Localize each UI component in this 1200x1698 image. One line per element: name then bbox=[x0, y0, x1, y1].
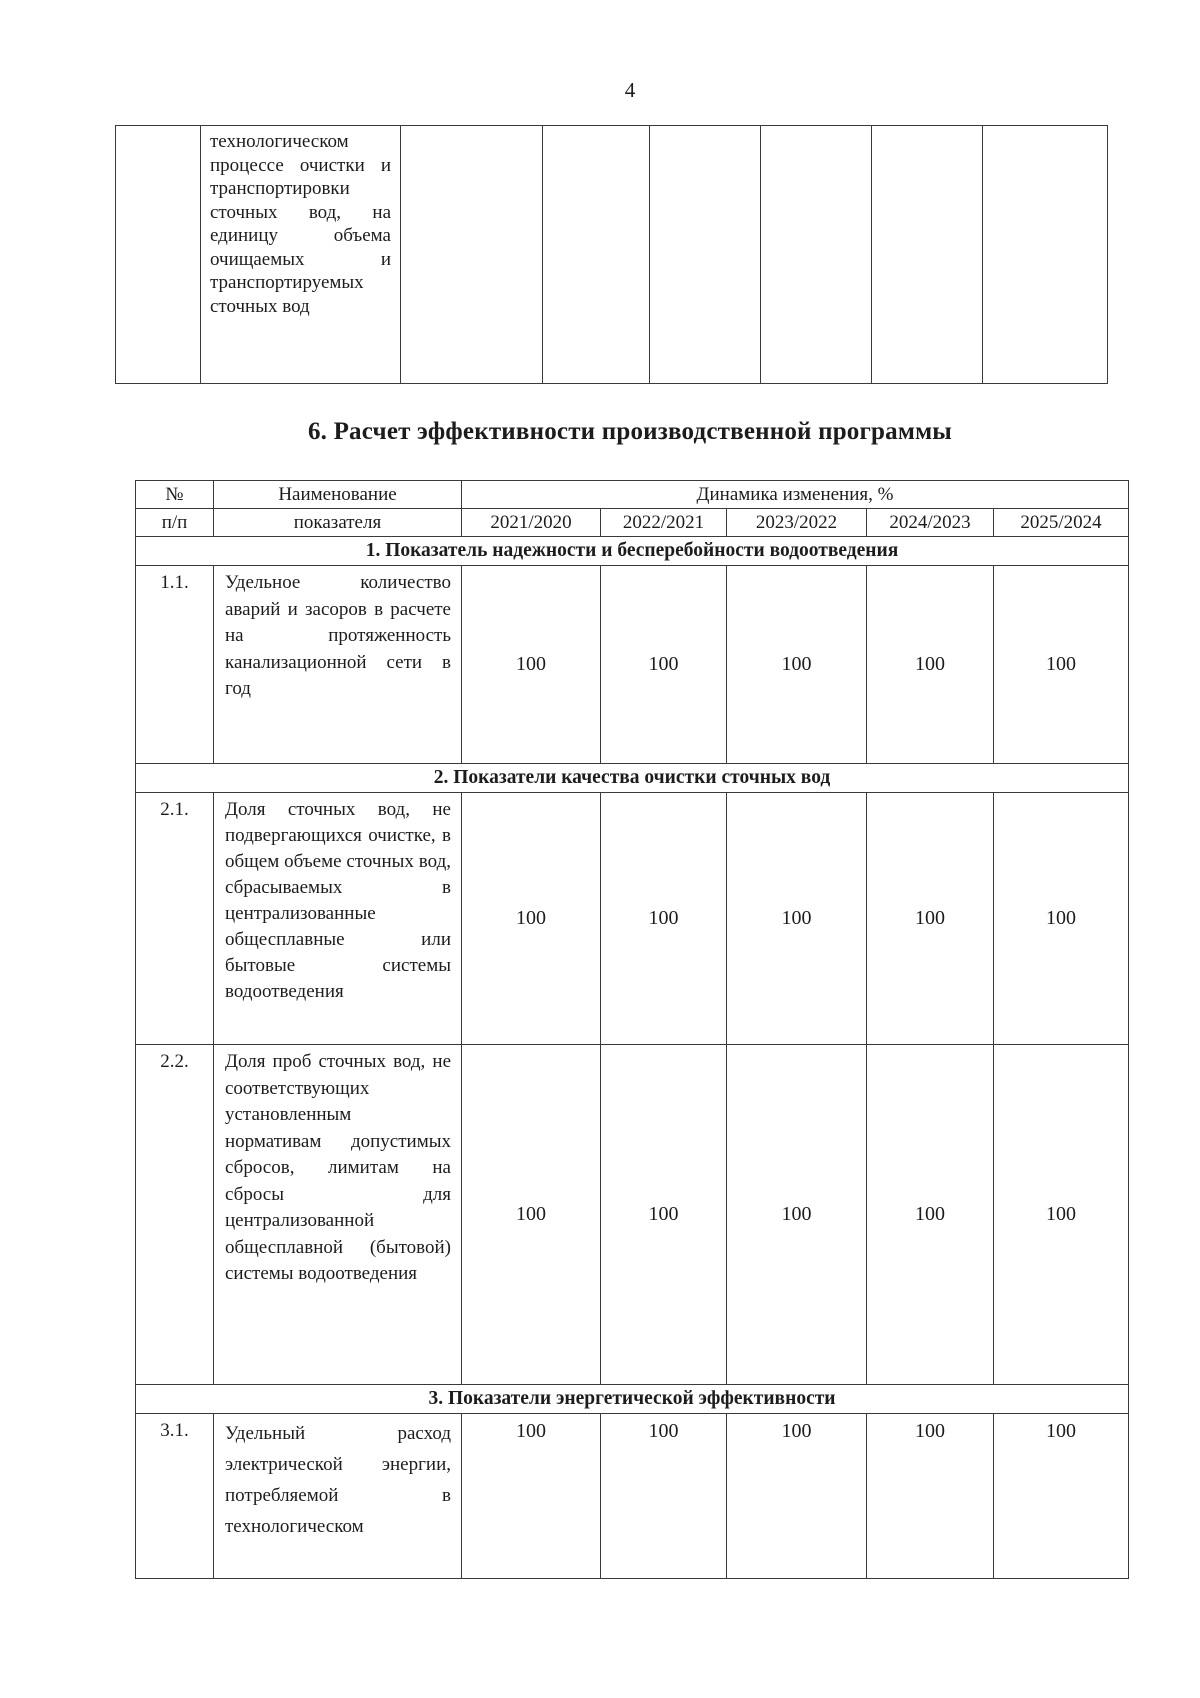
row-number: 3.1. bbox=[136, 1414, 214, 1579]
header-name-top: Наименование bbox=[214, 481, 462, 509]
row-value: 100 bbox=[601, 566, 727, 764]
group-row bbox=[136, 764, 1129, 793]
row-value: 100 bbox=[727, 793, 867, 1045]
row-name: Доля проб сточных вод, не соответствующих установленным нормативам допустимых сбросов, лимитам на сбросы для централизованной общесплавной (бытовой) системы водоотведения bbox=[214, 1045, 462, 1385]
continuation-name-cell: технологическом процессе очистки и транспортировки сточных вод, на единицу объема очищаемых и транспортируемых сточных вод bbox=[201, 126, 401, 384]
row-name: Доля сточных вод, не подвергающихся очистке, в общем объеме сточных вод, сбрасываемых в централизованные общесплавные или бытовые системы водоотведения bbox=[214, 793, 462, 1045]
row-value: 100 bbox=[867, 1414, 994, 1579]
header-row-1 bbox=[136, 481, 1129, 509]
row-number: 2.2. bbox=[136, 1045, 214, 1385]
continuation-table bbox=[115, 125, 1108, 384]
row-value: 100 bbox=[867, 793, 994, 1045]
page-number: 4 bbox=[624, 78, 636, 102]
continuation-value-cell bbox=[650, 126, 761, 384]
row-value: 100 bbox=[867, 1045, 994, 1385]
row-number: 1.1. bbox=[136, 566, 214, 764]
row-name: Удельное количество аварий и засоров в расчете на протяженность канализационной сети в год bbox=[214, 566, 462, 764]
row-value: 100 bbox=[727, 1414, 867, 1579]
row-value: 100 bbox=[601, 793, 727, 1045]
efficiency-table bbox=[135, 480, 1129, 1579]
header-number-top: № bbox=[136, 481, 214, 509]
row-value: 100 bbox=[867, 566, 994, 764]
row-name: Удельный расход электрической энергии, потребляемой в технологическом bbox=[214, 1414, 462, 1579]
continuation-value-cell bbox=[761, 126, 872, 384]
continuation-row bbox=[116, 126, 1108, 384]
header-year: 2021/2020 bbox=[462, 509, 601, 537]
group-title: 1. Показатель надежности и бесперебойности водоотведения bbox=[136, 537, 1129, 566]
continuation-value-cell bbox=[983, 126, 1108, 384]
row-value: 100 bbox=[994, 1414, 1129, 1579]
header-year: 2022/2021 bbox=[601, 509, 727, 537]
row-value: 100 bbox=[727, 566, 867, 764]
group-row bbox=[136, 1385, 1129, 1414]
header-year: 2024/2023 bbox=[867, 509, 994, 537]
row-value: 100 bbox=[994, 566, 1129, 764]
group-row bbox=[136, 537, 1129, 566]
continuation-value-cell bbox=[401, 126, 543, 384]
header-year: 2023/2022 bbox=[727, 509, 867, 537]
row-value: 100 bbox=[994, 793, 1129, 1045]
row-value: 100 bbox=[601, 1045, 727, 1385]
row-number: 2.1. bbox=[136, 793, 214, 1045]
table-row bbox=[136, 793, 1129, 1045]
row-value: 100 bbox=[727, 1045, 867, 1385]
row-value: 100 bbox=[462, 1414, 601, 1579]
section-title: 6. Расчет эффективности производственной программы bbox=[307, 418, 953, 445]
row-value: 100 bbox=[601, 1414, 727, 1579]
header-dynamics: Динамика изменения, % bbox=[462, 481, 1129, 509]
continuation-number-cell bbox=[116, 126, 201, 384]
row-value: 100 bbox=[994, 1045, 1129, 1385]
row-value: 100 bbox=[462, 566, 601, 764]
table-row bbox=[136, 1045, 1129, 1385]
header-year: 2025/2024 bbox=[994, 509, 1129, 537]
table-row bbox=[136, 1414, 1129, 1579]
group-title: 3. Показатели энергетической эффективности bbox=[136, 1385, 1129, 1414]
continuation-value-cell bbox=[543, 126, 650, 384]
row-value: 100 bbox=[462, 1045, 601, 1385]
header-row-2 bbox=[136, 509, 1129, 537]
continuation-value-cell bbox=[872, 126, 983, 384]
header-name-bottom: показателя bbox=[214, 509, 462, 537]
table-row bbox=[136, 566, 1129, 764]
group-title: 2. Показатели качества очистки сточных вод bbox=[136, 764, 1129, 793]
header-number-bottom: п/п bbox=[136, 509, 214, 537]
row-value: 100 bbox=[462, 793, 601, 1045]
